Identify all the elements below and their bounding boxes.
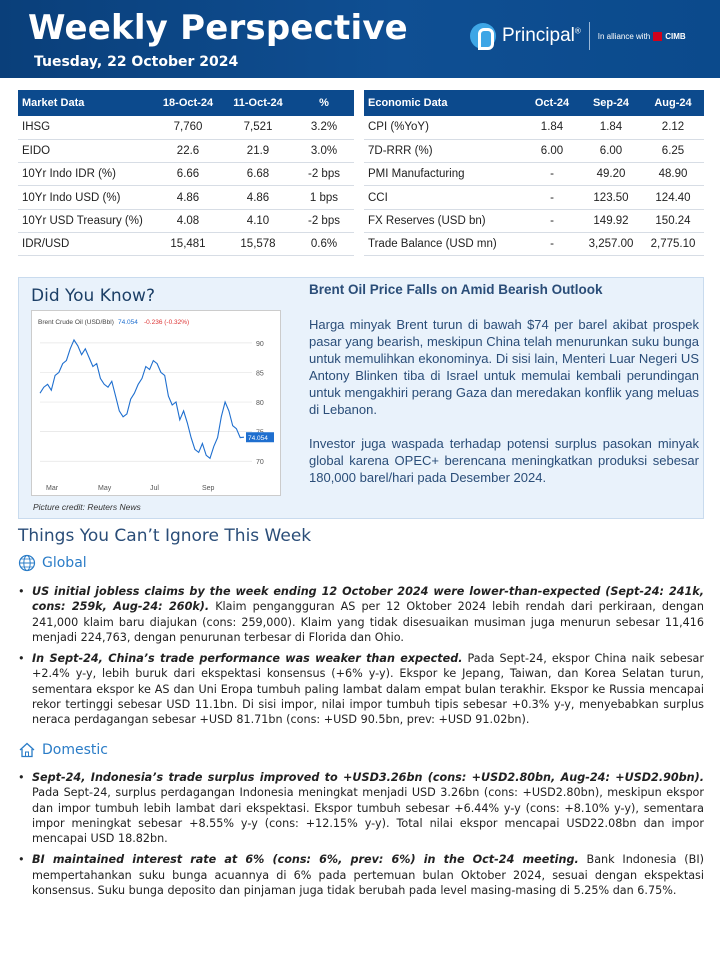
econ-row — [364, 163, 704, 186]
chart-x-tick: Mar — [46, 485, 59, 492]
chart-last-value-tag-text: 74.054 — [248, 435, 268, 443]
did-you-know-title: Did You Know? — [31, 286, 155, 306]
did-you-know-box — [18, 277, 704, 519]
market-cell: 4.10 — [222, 209, 294, 232]
econ-row-label: CPI (%YoY) — [364, 116, 524, 139]
econ-row-label: FX Reserves (USD bn) — [364, 209, 524, 232]
econ-cell: 150.24 — [642, 209, 704, 232]
alliance-text: In alliance with — [597, 31, 651, 41]
econ-row-label: 7D-RRR (%) — [364, 139, 524, 162]
econ-table-header — [364, 90, 704, 116]
market-row-label: IDR/USD — [18, 232, 154, 255]
market-row-label: EIDO — [18, 139, 154, 162]
brand-divider — [589, 22, 590, 50]
econ-cell: 3,257.00 — [580, 232, 642, 255]
oil-price-chart-svg — [32, 311, 280, 495]
chart-x-tick: Sep — [202, 485, 215, 492]
market-row — [18, 232, 354, 255]
chart-last-value: 74.054 — [118, 319, 138, 326]
news-lead: In Sept-24, China’s trade performance was weaker than expected. — [32, 652, 463, 666]
market-header-col1: 18-Oct-24 — [162, 97, 214, 109]
econ-cell: 2.12 — [642, 116, 704, 139]
chart-y-tick: 90 — [256, 340, 264, 348]
market-data-table — [18, 90, 354, 256]
chart-y-tick: 70 — [256, 459, 264, 467]
market-row — [18, 139, 354, 162]
market-cell: 21.9 — [222, 139, 294, 162]
econ-cell: 49.20 — [580, 163, 642, 186]
market-cell: 6.66 — [154, 163, 222, 186]
chart-y-tick: 85 — [256, 370, 264, 378]
market-row-label: 10Yr Indo IDR (%) — [18, 163, 154, 186]
econ-cell: 6.00 — [580, 139, 642, 162]
market-cell: -2 bps — [294, 163, 354, 186]
econ-cell: 2,775.10 — [642, 232, 704, 255]
market-row-label: IHSG — [18, 116, 154, 139]
brand-name: Principal® — [502, 25, 581, 46]
econ-header-col1: Oct-24 — [534, 97, 570, 109]
news-text: Bank Indonesia (BI) mempertahankan suku bunga acuannya di 6% pada pertemuan bulan Oktober 2024, sesuai dengan ekspektasi konsensus. Suku bunga deposito dan pinjaman juga tidak berubah pada level masing-masing di 5.25% dan 6.75%. — [32, 853, 704, 898]
market-cell: 7,521 — [222, 116, 294, 139]
article-paragraph: Investor juga waspada terhadap potensi surplus pasokan minyak global karena OPEC+ berencana meningkatkan produksi sebesar 180,000 barel/hari pada Desember 2024. — [309, 436, 699, 485]
news-lead: US initial jobless claims by the week ending 12 October 2024 were lower-than-expected (Sept-24: 241k, cons: 259k, Aug-24: 260k). — [32, 585, 704, 614]
econ-cell: 6.00 — [524, 139, 580, 162]
econ-row — [364, 232, 704, 255]
economic-data-table — [364, 90, 704, 256]
market-cell: 4.08 — [154, 209, 222, 232]
news-text: Klaim pengangguran AS per 12 Oktober 2024 lebih rendah dari perkiraan, dengan 241,000 klaim baru diajukan (cons: 259,000). Klaim yang tidak disesuaikan musiman juga menurun sebesar 11,416 menjadi 224,763, dengan penurunan terbesar di Florida dan Ohio. — [32, 600, 704, 644]
market-header-label: Market Data — [22, 97, 85, 109]
market-table-header — [18, 90, 354, 116]
market-row-label: 10Yr USD Treasury (%) — [18, 209, 154, 232]
econ-row — [364, 186, 704, 209]
econ-cell: 123.50 — [580, 186, 642, 209]
news-item — [18, 852, 704, 898]
econ-cell: 149.92 — [580, 209, 642, 232]
econ-cell: - — [524, 186, 580, 209]
publication-date: Tuesday, 22 October 2024 — [34, 54, 239, 70]
domestic-label: Domestic — [42, 742, 108, 758]
market-header-col3: % — [319, 97, 329, 109]
econ-cell: 124.40 — [642, 186, 704, 209]
econ-cell: 1.84 — [524, 116, 580, 139]
market-row — [18, 116, 354, 139]
partner-name: CIMB — [665, 31, 686, 41]
news-lead: BI maintained interest rate at 6% (cons: 6%, prev: 6%) in the Oct-24 meeting. — [32, 853, 579, 867]
chart-credit: Picture credit: Reuters News — [33, 502, 141, 512]
market-cell: 4.86 — [154, 186, 222, 209]
econ-header-col2: Sep-24 — [592, 97, 630, 109]
news-item — [18, 770, 704, 846]
brand-block — [470, 22, 686, 50]
header-banner — [0, 0, 720, 78]
home-icon — [18, 741, 36, 759]
market-cell: 1 bps — [294, 186, 354, 209]
news-item — [18, 651, 704, 727]
market-row — [18, 186, 354, 209]
cimb-logo-icon — [653, 32, 662, 41]
econ-row — [364, 209, 704, 232]
news-text: Pada Sept-24, ekspor China naik sebesar +2.4% y-y, lebih buruk dari ekspektasi konsensus (+6% y-y). Ekspor ke Jepang, Taiwan, dan Korea Selatan turun, sementara ekspor ke AS dan Uni Eropa tumbuh paling lambat dalam empat bulan terakhir. Ekspor ke Russia mencapai rekor tertinggi sebesar USD 11.1bn. Di sisi impor, nilai impor tumbuh tipis sebesar +0.3% y-y, menyebabkan surplus neraca perdagangan sebesar +USD 81.71bn (cons: +USD 90.5bn, prev: +USD 91.02bn). — [32, 652, 705, 727]
global-news-list — [18, 584, 704, 734]
econ-cell: - — [524, 232, 580, 255]
market-cell: 6.68 — [222, 163, 294, 186]
page-title: Weekly Perspective — [28, 8, 408, 48]
oil-price-chart — [31, 310, 281, 496]
global-label: Global — [42, 555, 87, 571]
market-row — [18, 163, 354, 186]
global-section-header — [18, 554, 87, 572]
market-cell: 15,481 — [154, 232, 222, 255]
econ-cell: 6.25 — [642, 139, 704, 162]
chart-y-tick: 80 — [256, 400, 264, 408]
chart-change: -0.236 (-0.32%) — [144, 319, 190, 326]
market-cell: 3.2% — [294, 116, 354, 139]
chart-title: Brent Crude Oil (USD/Bbl) — [38, 319, 114, 326]
news-text: Pada Sept-24, surplus perdagangan Indonesia meningkat menjadi USD 3.26bn (cons: +USD2.80bn), meskipun ekspor dan impor tumbuh lebih lambat dari ekspektasi. Ekspor tumbuh sebesar +6.44% y-y (cons: +8.10% y-y), sementara impor meningkat sebesar +8.55% y-y (cons: +12.15% y-y). Total nilai ekspor mencapai USD22.08bn dan impor mencapai USD 18.82bn. — [32, 786, 704, 846]
econ-header-col3: Aug-24 — [654, 97, 692, 109]
news-item — [18, 584, 704, 645]
chart-x-tick: May — [98, 485, 112, 492]
econ-row-label: PMI Manufacturing — [364, 163, 524, 186]
article-body — [309, 316, 699, 486]
market-cell: 0.6% — [294, 232, 354, 255]
principal-logo-icon — [470, 23, 496, 49]
market-row-label: 10Yr Indo USD (%) — [18, 186, 154, 209]
econ-cell: - — [524, 209, 580, 232]
market-header-col2: 11-Oct-24 — [233, 97, 283, 109]
article-paragraph: Harga minyak Brent turun di bawah $74 per barel akibat prospek pasar yang bearish, meskipun China telah menurunkan suku bunga untuk memulihkan ekonominya. Di sisi lain, Menteri Luar Negeri US Antony Blinken tiba di Israel untuk memulai kembali perundingan untuk mengakhiri perang Gaza dan meredakan konflik yang meluas di Lebanon. — [309, 317, 699, 417]
chart-series-line — [40, 340, 244, 458]
market-cell: 22.6 — [154, 139, 222, 162]
domestic-news-list — [18, 770, 704, 904]
econ-header-label: Economic Data — [368, 97, 448, 109]
globe-icon — [18, 554, 36, 572]
econ-row — [364, 116, 704, 139]
alliance-note — [598, 32, 686, 41]
econ-row-label: CCI — [364, 186, 524, 209]
market-cell: 15,578 — [222, 232, 294, 255]
things-section-title: Things You Can’t Ignore This Week — [18, 526, 312, 546]
market-row — [18, 209, 354, 232]
market-cell: -2 bps — [294, 209, 354, 232]
market-cell: 3.0% — [294, 139, 354, 162]
article-title: Brent Oil Price Falls on Amid Bearish Outlook — [309, 282, 603, 297]
chart-x-tick: Jul — [150, 485, 159, 492]
market-cell: 7,760 — [154, 116, 222, 139]
domestic-section-header — [18, 741, 108, 759]
econ-cell: - — [524, 163, 580, 186]
econ-cell: 1.84 — [580, 116, 642, 139]
econ-row — [364, 139, 704, 162]
news-lead: Sept-24, Indonesia’s trade surplus improved to +USD3.26bn (cons: +USD2.80bn, Aug-24: +USD2.90bn). — [32, 771, 704, 784]
econ-row-label: Trade Balance (USD mn) — [364, 232, 524, 255]
econ-cell: 48.90 — [642, 163, 704, 186]
market-cell: 4.86 — [222, 186, 294, 209]
